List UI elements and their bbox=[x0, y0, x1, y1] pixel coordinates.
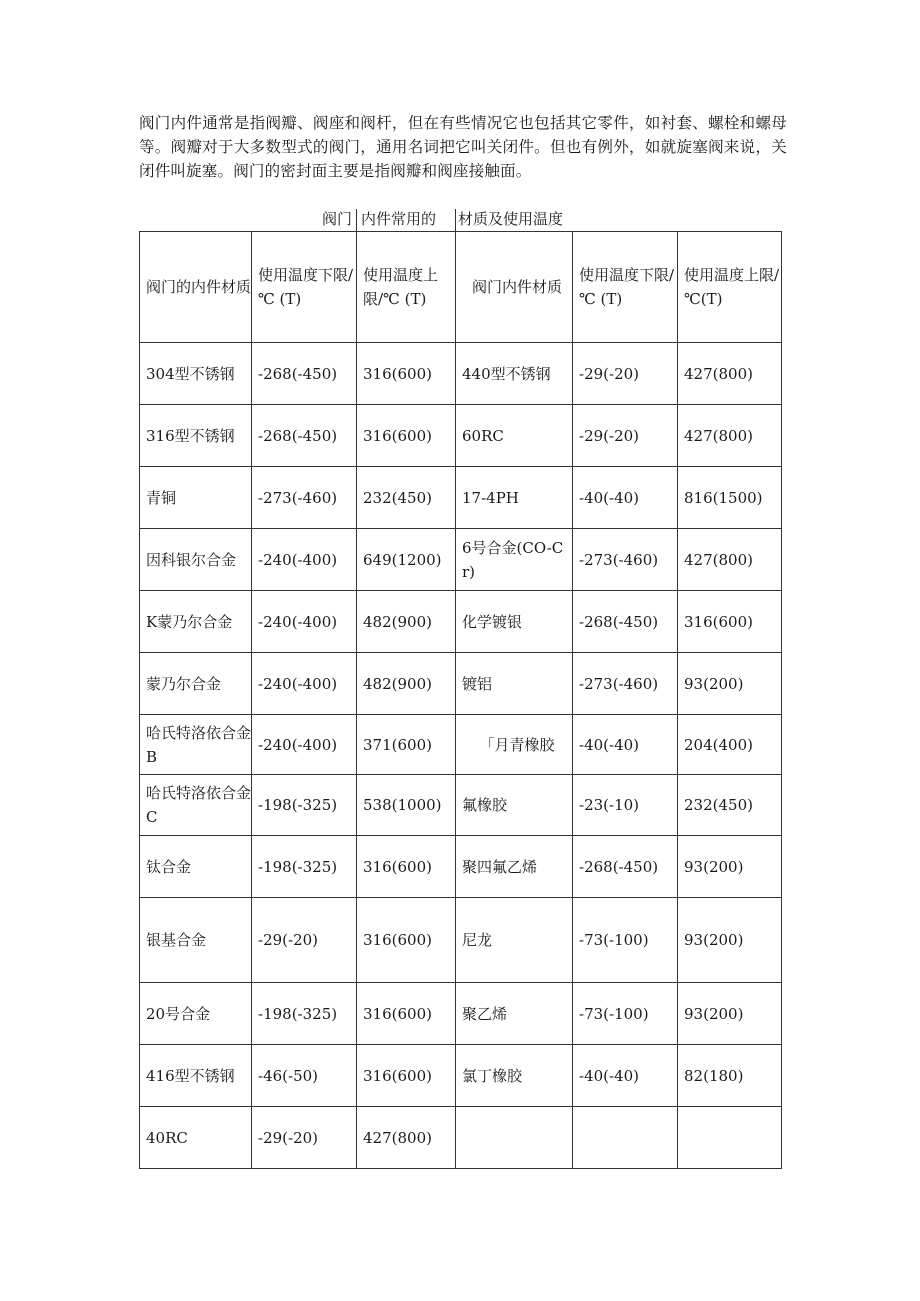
temp-high-cell: 816(1500) bbox=[678, 467, 782, 529]
temp-high-cell: 316(600) bbox=[357, 898, 456, 983]
table-row bbox=[140, 405, 782, 467]
temp-low-cell: -240(-400) bbox=[252, 653, 357, 715]
caption-divider bbox=[356, 209, 357, 231]
temp-low-cell: -198(-325) bbox=[252, 775, 357, 836]
header-cell: 阀门的内件材质 bbox=[140, 232, 252, 343]
temp-high-cell: 482(900) bbox=[357, 591, 456, 653]
material-cell: 银基合金 bbox=[140, 898, 252, 983]
temp-high-cell bbox=[678, 1107, 782, 1169]
material-cell: 416型不锈钢 bbox=[140, 1045, 252, 1107]
material-cell: 440型不锈钢 bbox=[456, 343, 573, 405]
material-cell: 6号合金(CO-Cr) bbox=[456, 529, 573, 591]
temp-low-cell: -73(-100) bbox=[573, 983, 678, 1045]
temp-low-cell: -46(-50) bbox=[252, 1045, 357, 1107]
temp-high-cell: 427(800) bbox=[357, 1107, 456, 1169]
material-cell: 尼龙 bbox=[456, 898, 573, 983]
header-cell: 阀门内件材质 bbox=[456, 232, 573, 343]
temp-high-cell: 232(450) bbox=[678, 775, 782, 836]
temp-low-cell: -268(-450) bbox=[252, 405, 357, 467]
material-cell: 聚乙烯 bbox=[456, 983, 573, 1045]
intro-paragraph: 阀门内件通常是指阀瓣、阀座和阀杆，但在有些情况它也包括其它零件，如衬套、螺栓和螺母等。阀瓣对于大多数型式的阀门，通用名词把它叫关闭件。但也有例外，如就旋塞阀来说，关闭件叫旋塞。阀门的密封面主要是指阀瓣和阀座接触面。 bbox=[139, 114, 787, 180]
temp-low-cell: -268(-450) bbox=[252, 343, 357, 405]
material-cell: 哈氏特洛依合金C bbox=[140, 775, 252, 836]
material-cell: 聚四氟乙烯 bbox=[456, 836, 573, 898]
material-cell: 40RC bbox=[140, 1107, 252, 1169]
table-row bbox=[140, 898, 782, 983]
temp-high-cell: 316(600) bbox=[357, 343, 456, 405]
table-caption-part-3: 材质及使用温度 bbox=[458, 210, 564, 228]
temp-high-cell: 371(600) bbox=[357, 715, 456, 775]
temp-low-cell bbox=[573, 1107, 678, 1169]
temp-low-cell: -273(-460) bbox=[252, 467, 357, 529]
material-cell: 氯丁橡胶 bbox=[456, 1045, 573, 1107]
intro-text bbox=[139, 111, 787, 183]
table-row bbox=[140, 653, 782, 715]
material-cell: 青铜 bbox=[140, 467, 252, 529]
table-row bbox=[140, 529, 782, 591]
material-cell: 镀铝 bbox=[456, 653, 573, 715]
material-cell: 「月青橡胶 bbox=[456, 715, 573, 775]
table-row bbox=[140, 983, 782, 1045]
temp-low-cell: -40(-40) bbox=[573, 467, 678, 529]
material-cell: 17-4PH bbox=[456, 467, 573, 529]
temp-high-cell: 204(400) bbox=[678, 715, 782, 775]
temp-high-cell: 82(180) bbox=[678, 1045, 782, 1107]
temp-low-cell: -23(-10) bbox=[573, 775, 678, 836]
material-cell: 化学镀银 bbox=[456, 591, 573, 653]
material-cell: 304型不锈钢 bbox=[140, 343, 252, 405]
temp-low-cell: -73(-100) bbox=[573, 898, 678, 983]
temp-low-cell: -29(-20) bbox=[573, 405, 678, 467]
temp-high-cell: 93(200) bbox=[678, 983, 782, 1045]
temp-low-cell: -198(-325) bbox=[252, 983, 357, 1045]
material-cell: 60RC bbox=[456, 405, 573, 467]
material-cell: 蒙乃尔合金 bbox=[140, 653, 252, 715]
temp-high-cell: 232(450) bbox=[357, 467, 456, 529]
materials-table bbox=[139, 231, 782, 1169]
caption-divider bbox=[455, 209, 456, 231]
table-row bbox=[140, 715, 782, 775]
table-row bbox=[140, 836, 782, 898]
temp-low-cell: -273(-460) bbox=[573, 529, 678, 591]
temp-high-cell: 482(900) bbox=[357, 653, 456, 715]
temp-low-cell: -198(-325) bbox=[252, 836, 357, 898]
material-cell: 氟橡胶 bbox=[456, 775, 573, 836]
temp-low-cell: -40(-40) bbox=[573, 715, 678, 775]
temp-low-cell: -268(-450) bbox=[573, 836, 678, 898]
header-row bbox=[140, 232, 782, 343]
table-caption-part-1: 阀门 bbox=[322, 210, 353, 228]
material-cell: 20号合金 bbox=[140, 983, 252, 1045]
material-cell: 钛合金 bbox=[140, 836, 252, 898]
material-cell: 316型不锈钢 bbox=[140, 405, 252, 467]
temp-high-cell: 538(1000) bbox=[357, 775, 456, 836]
table-row bbox=[140, 1045, 782, 1107]
header-cell: 使用温度下限/℃ (T) bbox=[573, 232, 678, 343]
temp-low-cell: -240(-400) bbox=[252, 591, 357, 653]
table-caption-part-2: 内件常用的 bbox=[361, 210, 437, 228]
table-row bbox=[140, 467, 782, 529]
header-cell: 使用温度下限/℃ (T) bbox=[252, 232, 357, 343]
temp-low-cell: -268(-450) bbox=[573, 591, 678, 653]
temp-high-cell: 427(800) bbox=[678, 529, 782, 591]
temp-high-cell: 316(600) bbox=[357, 983, 456, 1045]
temp-high-cell: 316(600) bbox=[357, 405, 456, 467]
temp-high-cell: 93(200) bbox=[678, 836, 782, 898]
table-row bbox=[140, 343, 782, 405]
temp-high-cell: 316(600) bbox=[678, 591, 782, 653]
temp-high-cell: 93(200) bbox=[678, 898, 782, 983]
temp-high-cell: 93(200) bbox=[678, 653, 782, 715]
temp-high-cell: 316(600) bbox=[357, 836, 456, 898]
header-cell: 使用温度上限/℃ (T) bbox=[357, 232, 456, 343]
material-cell: 哈氏特洛依合金B bbox=[140, 715, 252, 775]
table-row bbox=[140, 775, 782, 836]
table-row bbox=[140, 591, 782, 653]
temp-low-cell: -29(-20) bbox=[252, 898, 357, 983]
temp-high-cell: 427(800) bbox=[678, 405, 782, 467]
material-cell: K蒙乃尔合金 bbox=[140, 591, 252, 653]
temp-high-cell: 649(1200) bbox=[357, 529, 456, 591]
temp-low-cell: -40(-40) bbox=[573, 1045, 678, 1107]
material-cell bbox=[456, 1107, 573, 1169]
temp-low-cell: -240(-400) bbox=[252, 715, 357, 775]
material-cell: 因科银尔合金 bbox=[140, 529, 252, 591]
temp-high-cell: 316(600) bbox=[357, 1045, 456, 1107]
table-row bbox=[140, 1107, 782, 1169]
temp-low-cell: -29(-20) bbox=[573, 343, 678, 405]
temp-low-cell: -240(-400) bbox=[252, 529, 357, 591]
temp-high-cell: 427(800) bbox=[678, 343, 782, 405]
header-cell: 使用温度上限/℃(T) bbox=[678, 232, 782, 343]
temp-low-cell: -29(-20) bbox=[252, 1107, 357, 1169]
temp-low-cell: -273(-460) bbox=[573, 653, 678, 715]
